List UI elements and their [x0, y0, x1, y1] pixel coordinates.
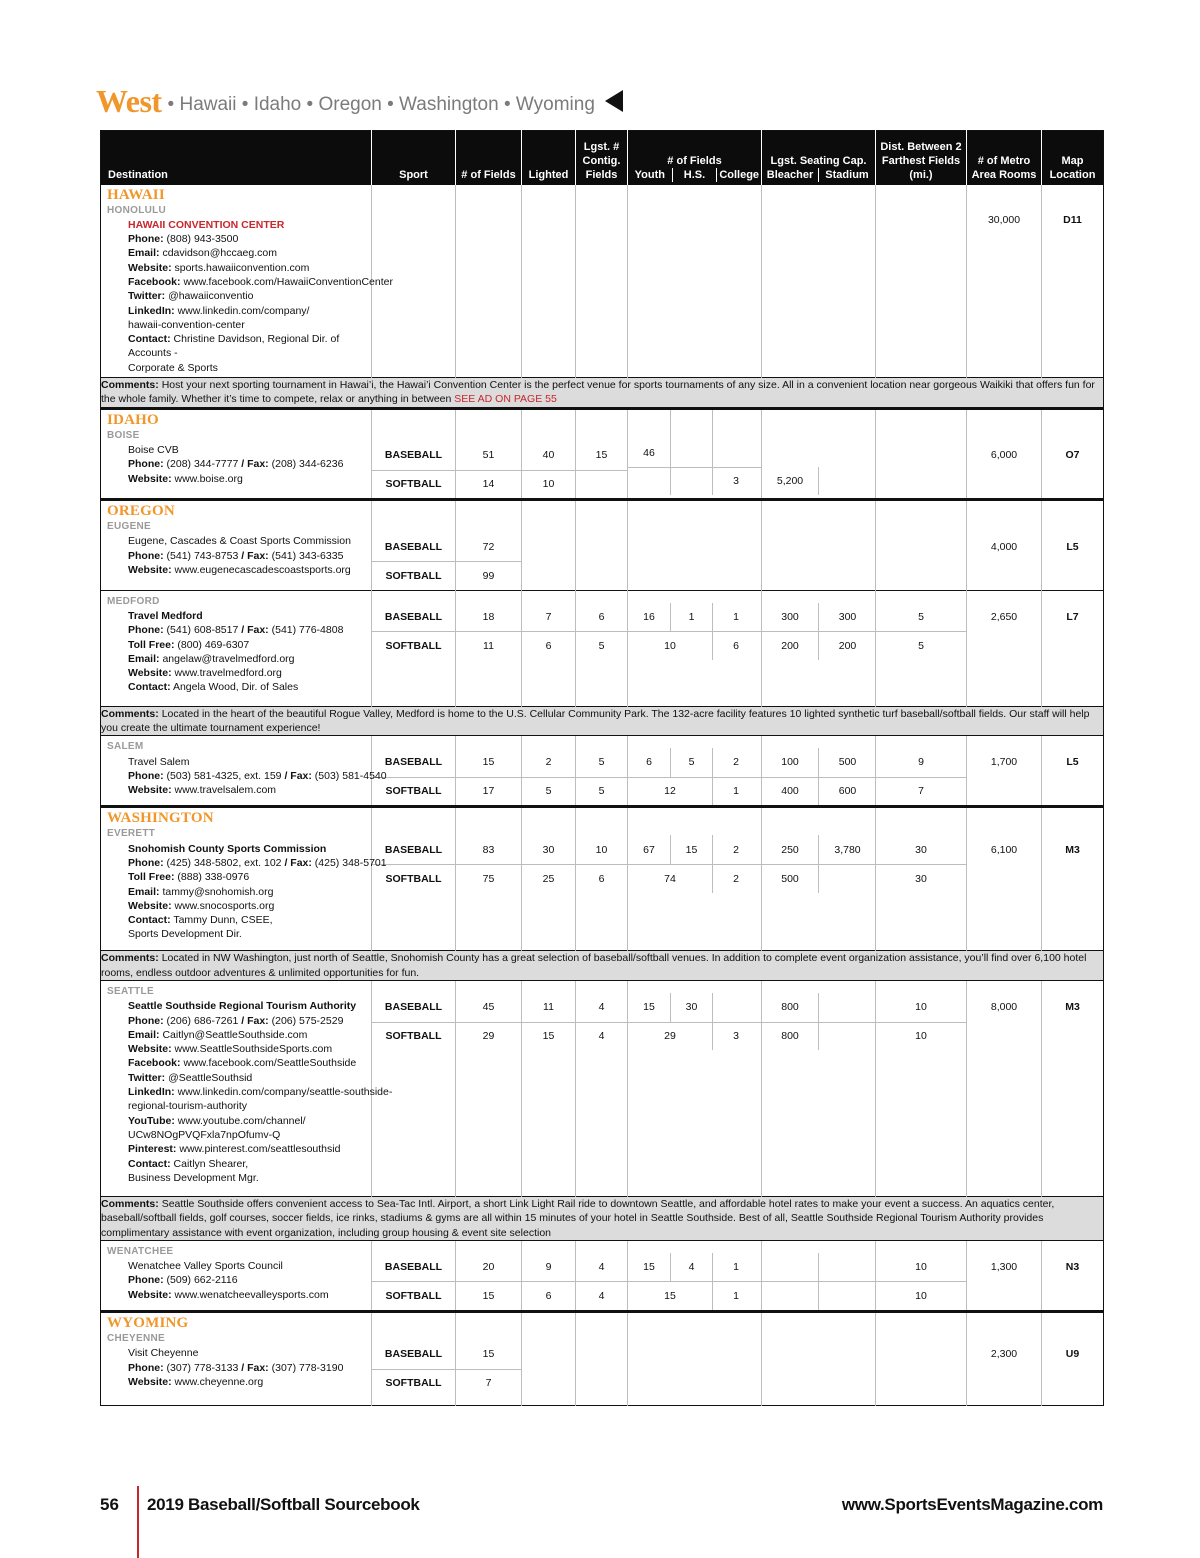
sport-softball: SOFTBALL [372, 470, 455, 499]
sport-baseball: BASEBALL [384, 1348, 443, 1361]
col-college: College [716, 168, 761, 182]
rooms-value: 1,300 [990, 1261, 1018, 1274]
rooms-value: 4,000 [990, 540, 1018, 553]
city-label: SEATTLE [107, 986, 154, 997]
col-sport: Sport [372, 131, 456, 185]
map-value: N3 [1065, 1261, 1080, 1274]
city-label: BOISE [107, 429, 140, 441]
phone-value: (503) 581-4325, ext. 159 [166, 769, 282, 782]
comment-row-medford: Comments: Located in the heart of the beautiful Rogue Valley, Medford is home to the U.S. Cellular Community Park. The 132-acre facility features 10 lighted synthetic turf baseball/softball fields. Our staff will help you create the ultimate tournament experience! [101, 706, 1104, 736]
org-name: Boise CVB [128, 443, 179, 456]
phone-value: (208) 344-7777 [166, 458, 239, 471]
map-value: M3 [1065, 1001, 1080, 1014]
col-destination: Destination [101, 131, 372, 185]
sport-baseball: BASEBALL [384, 540, 443, 553]
sport-baseball: BASEBALL [384, 843, 443, 856]
website-link[interactable]: www.SportsEventsMagazine.com [841, 1495, 1103, 1514]
col-fields: # of Fields [456, 131, 522, 185]
table-row-salem: SALEM Travel Salem Phone: (503) 581-4325, ext. 159 / Fax: (503) 581-4540 Website: www.travelsalem.com BASEBALL SOFTBALL 15 17 2 5 5 5 6 5 2 12 1 100 500 400 600 9 7 1,700 L5 [101, 736, 1104, 807]
rooms-value: 2,300 [990, 1348, 1018, 1361]
comment-row-seattle: Comments: Seattle Southside offers convenient access to Sea-Tac Intl. Airport, a short Link Light Rail ride to downtown Seattle, and affordable hotel rates to make your event a success. An aquatics center, baseball/softball fields, golf courses, soccer fields, ice rinks, stadiums & gyms are all within 15 minutes of your hotel in Seattle Southside. Best of all, Seattle Southside Regional Tourism Authority provides complimentary assistance with event organization, including group housing & event site selection [101, 1197, 1104, 1241]
state-heading: WASHINGTON [107, 810, 214, 827]
table-header [101, 131, 1104, 185]
table-row-boise: IDAHO BOISE Boise CVB Phone: (208) 344-7777 / Fax: (208) 344-6236 Website: www.boise.org BASEBALL SOFTBALL 51 14 40 10 15 46 3 5,200 6,000 O7 [101, 408, 1104, 499]
state-heading: IDAHO [107, 411, 159, 428]
tollfree-value: (888) 338-0976 [177, 871, 250, 884]
email-link[interactable]: cdavidson@hccaeg.com [162, 247, 277, 260]
state-heading: OREGON [107, 503, 175, 520]
sport-baseball: BASEBALL [384, 1261, 443, 1274]
table-row-eugene: OREGON EUGENE Eugene, Cascades & Coast Sports Commission Phone: (541) 743-8753 / Fax: (541) 343-6335 Website: www.eugenecascadescoastsports.org BASEBALL SOFTBALL 72 99 4,000 L5 [101, 500, 1104, 590]
sport-softball: SOFTBALL [372, 864, 455, 893]
youtube-link[interactable]: www.youtube.com/channel/ [177, 1114, 306, 1127]
rooms-value: 8,000 [990, 1001, 1018, 1014]
fax-value: (208) 344-6236 [271, 458, 344, 471]
website-link[interactable]: www.travelsalem.com [174, 784, 277, 797]
col-fields-group [628, 131, 762, 185]
facebook-link[interactable]: www.facebook.com/SeattleSouthside [183, 1057, 357, 1070]
col-contig: Lgst. # Contig. Fields [576, 131, 628, 185]
website-link[interactable]: www.eugenecascadescoastsports.org [174, 564, 351, 577]
sport-softball: SOFTBALL [372, 631, 455, 660]
col-map: Map Location [1042, 131, 1104, 185]
table-row-honolulu: HAWAII HONOLULU HAWAII CONVENTION CENTER Phone: (808) 943-3500 Email: cdavidson@hccaeg.com Website: sports.hawaiiconvention.com Facebook: www.facebook.com/HawaiiConventionCenter Twitter: @hawaiiconventio LinkedIn: www.linkedin.com/company/ hawaii-convention-center Contact: Christine Davidson, Regional Dir. of Accounts - Corporate & Sports 30,000 D11 [101, 185, 1104, 378]
org-name: Travel Medford [128, 609, 203, 622]
website-link[interactable]: www.boise.org [174, 472, 243, 485]
twitter-link[interactable]: @SeattleSouthsid [168, 1071, 253, 1084]
org-name: Eugene, Cascades & Coast Sports Commission [128, 535, 351, 548]
col-rooms: # of Metro Area Rooms [967, 131, 1042, 185]
contact-value: Tammy Dunn, CSEE, [173, 914, 273, 927]
phone-value: (541) 608-8517 [166, 624, 239, 637]
map-value: U9 [1065, 1348, 1080, 1361]
table-row-cheyenne: WYOMING CHEYENNE Visit Cheyenne Phone: (307) 778-3133 / Fax: (307) 778-3190 Website: www.cheyenne.org BASEBALL SOFTBALL 15 7 2,300 U9 [101, 1312, 1104, 1406]
contact-value-cont: Business Development Mgr. [128, 1171, 259, 1184]
city-label: WENATCHEE [107, 1245, 174, 1257]
contact-value: Caitlyn Shearer, [173, 1157, 249, 1170]
linkedin-link[interactable]: www.linkedin.com/company/seattle-southside- [177, 1086, 393, 1099]
region-states: • Hawaii • Idaho • Oregon • Washington • Wyoming [167, 94, 595, 115]
facebook-link[interactable]: www.facebook.com/HawaiiConventionCenter [183, 275, 393, 288]
col-seating-group [762, 131, 876, 185]
rooms-value: 1,700 [990, 756, 1018, 769]
comment-text: Located in NW Washington, just north of Seattle, Snohomish County has a great selection of baseball/softball venues. In addition to complete event organization assistance, you’ll find over 6,100 hotel rooms, endless outdoor adventures & unlimited opportunities for fun. [101, 952, 1087, 979]
page-header [96, 78, 623, 118]
linkedin-link[interactable]: www.linkedin.com/company/ [177, 304, 310, 317]
pinterest-link[interactable]: www.pinterest.com/seattlesouthsid [179, 1143, 341, 1156]
org-name: Visit Cheyenne [128, 1347, 199, 1360]
sport-softball: SOFTBALL [372, 1022, 455, 1051]
website-link[interactable]: www.cheyenne.org [174, 1375, 264, 1388]
page-footer [100, 1495, 1103, 1517]
linkedin-link-cont[interactable]: hawaii-convention-center [128, 318, 245, 331]
phone-value: (509) 662-2116 [166, 1274, 238, 1287]
map-value: M3 [1065, 843, 1080, 856]
org-name: Wenatchee Valley Sports Council [128, 1260, 283, 1273]
table-row-seattle: SEATTLE Seattle Southside Regional Tourism Authority Phone: (206) 686-7261 / Fax: (206) 575-2529 Email: Caitlyn@SeattleSouthside.com Website: www.SeattleSouthsideSports.com Facebook: www.facebook.com/SeattleSouthside Twitter: @SeattleSouthsid LinkedIn: www.linkedin.com/company/seattle-southside- regional-tourism-authority YouTube: www.youtube.com/channel/ UCw8NOgPVQFxla7npOfumv-Q Pinterest: www.pinterest.com/seattlesouthsid Contact: Caitlyn Shearer, Business Development Mgr. BASEBALL SOFTBALL 45 29 11 15 4 4 15 30 29 3 800 800 10 10 8,000 M3 [101, 981, 1104, 1197]
comment-text: Host your next sporting tournament in Hawai’i, the Hawai’i Convention Center is the perfect venue for sports tournaments of any size. All in a convenient location near gorgeous Waikiki that offers fun for the whole family. Whether it’s time to compete, relax or anything in between [101, 379, 1095, 406]
table-row-wenatchee: WENATCHEE Wenatchee Valley Sports Council Phone: (509) 662-2116 Website: www.wenatcheevalleysports.com BASEBALL SOFTBALL 20 15 9 6 4 4 15 4 1 15 1 10 10 1,300 N3 [101, 1240, 1104, 1311]
state-heading: WYOMING [107, 1315, 189, 1332]
twitter-link[interactable]: @hawaiiconventio [168, 290, 254, 303]
city-label: SALEM [107, 741, 144, 753]
email-link[interactable]: tammy@snohomish.org [162, 885, 274, 898]
state-heading: HAWAII [107, 186, 165, 203]
col-dist: Dist. Between 2 Farthest Fields (mi.) [876, 131, 967, 185]
website-link[interactable]: www.snocosports.org [174, 899, 275, 912]
fax-value: (425) 348-5701 [314, 857, 387, 869]
table-row-medford: MEDFORD Travel Medford Phone: (541) 608-8517 / Fax: (541) 776-4808 Toll Free: (800) 469-6307 Email: angelaw@travelmedford.org Website: www.travelmedford.org Contact: Angela Wood, Dir. of Sales BASEBALL SOFTBALL 18 11 7 6 6 5 16 1 1 10 6 300 300 200 200 5 5 2,650 L7 [101, 590, 1104, 706]
city-label: HONOLULU [107, 204, 167, 216]
sport-baseball: BASEBALL [384, 610, 443, 623]
phone-value: (425) 348-5802, ext. 102 [166, 857, 282, 869]
map-value: D11 [1063, 213, 1082, 226]
col-hs: H.S. [672, 168, 717, 182]
rooms-value: 6,000 [990, 449, 1018, 462]
sport-softball: SOFTBALL [372, 1281, 455, 1310]
city-label: CHEYENNE [107, 1333, 165, 1345]
destinations-table [100, 130, 1104, 1406]
footer-divider [137, 1486, 139, 1558]
org-name: Seattle Southside Regional Tourism Authority [128, 1000, 357, 1013]
triangle-arrow-icon [605, 90, 623, 112]
col-youth: Youth [634, 168, 665, 181]
contact-value: Christine Davidson, Regional Dir. of Accounts - [128, 333, 340, 360]
map-value: L7 [1066, 610, 1079, 623]
fax-value: (503) 581-4540 [314, 769, 387, 782]
youtube-link-cont[interactable]: UCw8NOgPVQFxla7npOfumv-Q [128, 1128, 281, 1141]
region-title: West [96, 83, 162, 119]
rooms-value: 6,100 [990, 843, 1018, 856]
sport-baseball: BASEBALL [384, 756, 443, 769]
fax-value: (307) 778-3190 [271, 1361, 344, 1374]
map-value: O7 [1065, 449, 1080, 462]
city-label: MEDFORD [107, 595, 160, 607]
rooms-value: 2,650 [990, 610, 1018, 623]
comment-text: Located in the heart of the beautiful Rogue Valley, Medford is home to the U.S. Cellular Community Park. The 132-acre facility features 10 lighted synthetic turf baseball/softball fields. Our staff will help you create the ultimate tournament experience! [101, 707, 1090, 734]
sport-baseball: BASEBALL [384, 1001, 443, 1014]
publication-title: 2019 Baseball/Softball Sourcebook [147, 1495, 420, 1514]
phone-value: (206) 686-7261 [166, 1014, 239, 1027]
col-lighted: Lighted [522, 131, 576, 185]
contact-value: Angela Wood, Dir. of Sales [172, 681, 299, 694]
fax-value: (541) 776-4808 [271, 624, 344, 637]
email-link[interactable]: angelaw@travelmedford.org [162, 652, 295, 665]
map-value: L5 [1066, 540, 1079, 553]
contact-value-cont: Corporate & Sports [128, 361, 218, 374]
city-label: EUGENE [107, 521, 152, 533]
sport-softball: SOFTBALL [372, 1369, 455, 1398]
fax-value: (206) 575-2529 [271, 1014, 344, 1027]
website-link[interactable]: sports.hawaiiconvention.com [174, 261, 310, 274]
contact-value-cont: Sports Development Dir. [128, 928, 242, 941]
website-link[interactable]: www.travelmedford.org [174, 667, 282, 680]
fields-group-label: # of Fields [667, 154, 722, 167]
comment-row-everett: Comments: Located in NW Washington, just north of Seattle, Snohomish County has a great selection of baseball/softball venues. In addition to complete event organization assistance, you’ll find over 6,100 hotel rooms, endless outdoor adventures & unlimited opportunities for fun. [101, 951, 1104, 981]
website-link[interactable]: www.SeattleSouthsideSports.com [174, 1043, 333, 1056]
table-row-everett: WASHINGTON EVERETT Snohomish County Sports Commission Phone: (425) 348-5802, ext. 102 / Fax: (425) 348-5701 Toll Free: (888) 338-0976 Email: tammy@snohomish.org Website: www.snocosports.org Contact: Tammy Dunn, CSEE, Sports Development Dir. BASEBALL SOFTBALL 83 75 30 25 10 6 67 15 2 74 2 250 3,780 500 30 30 6,100 M3 [101, 807, 1104, 951]
page-number: 56 [100, 1495, 119, 1514]
comment-text: Seattle Southside offers convenient access to Sea-Tac Intl. Airport, a short Link Light Rail ride to downtown Seattle, and affordable hotel rates to make your event a success. An aquatics center, baseball/softball fields, golf courses, soccer fields, ice rinks, stadiums & gyms are all within 15 minutes of your hotel in Seattle Southside. Best of all, Seattle Southside Regional Tourism Authority provides complimentary assistance with event organization, including group housing & event site selection [101, 1198, 1055, 1239]
fax-value: (541) 343-6335 [271, 549, 344, 562]
org-name: Travel Salem [128, 755, 190, 768]
see-ad-link[interactable]: SEE AD ON PAGE 55 [454, 393, 557, 406]
org-name: Snohomish County Sports Commission [128, 842, 327, 855]
tollfree-value: (800) 469-6307 [177, 638, 250, 651]
city-label: EVERETT [107, 828, 156, 840]
org-name: HAWAII CONVENTION CENTER [128, 218, 285, 231]
linkedin-link-cont[interactable]: regional-tourism-authority [128, 1100, 248, 1113]
website-link[interactable]: www.wenatcheevalleysports.com [174, 1288, 329, 1301]
phone-value: (307) 778-3133 [166, 1361, 239, 1374]
sport-softball: SOFTBALL [372, 561, 455, 590]
rooms-value: 30,000 [987, 213, 1021, 226]
phone-value: (808) 943-3500 [166, 233, 239, 246]
map-value: L5 [1066, 756, 1079, 769]
sport-baseball: BASEBALL [384, 449, 443, 462]
col-bleacher: Bleacher [766, 168, 814, 181]
phone-value: (541) 743-8753 [166, 549, 239, 562]
sport-softball: SOFTBALL [372, 777, 455, 806]
email-link[interactable]: Caitlyn@SeattleSouthside.com [162, 1028, 308, 1041]
seating-group-label: Lgst. Seating Cap. [770, 154, 867, 167]
col-stadium: Stadium [818, 168, 875, 182]
comment-row-honolulu: Comments: Host your next sporting tournament in Hawai’i, the Hawai’i Convention Center is the perfect venue for sports tournaments of any size. All in a convenient location near gorgeous Waikiki that offers fun for the whole family. Whether it’s time to compete, relax or anything in between SEE AD ON PAGE 55 [101, 378, 1104, 409]
